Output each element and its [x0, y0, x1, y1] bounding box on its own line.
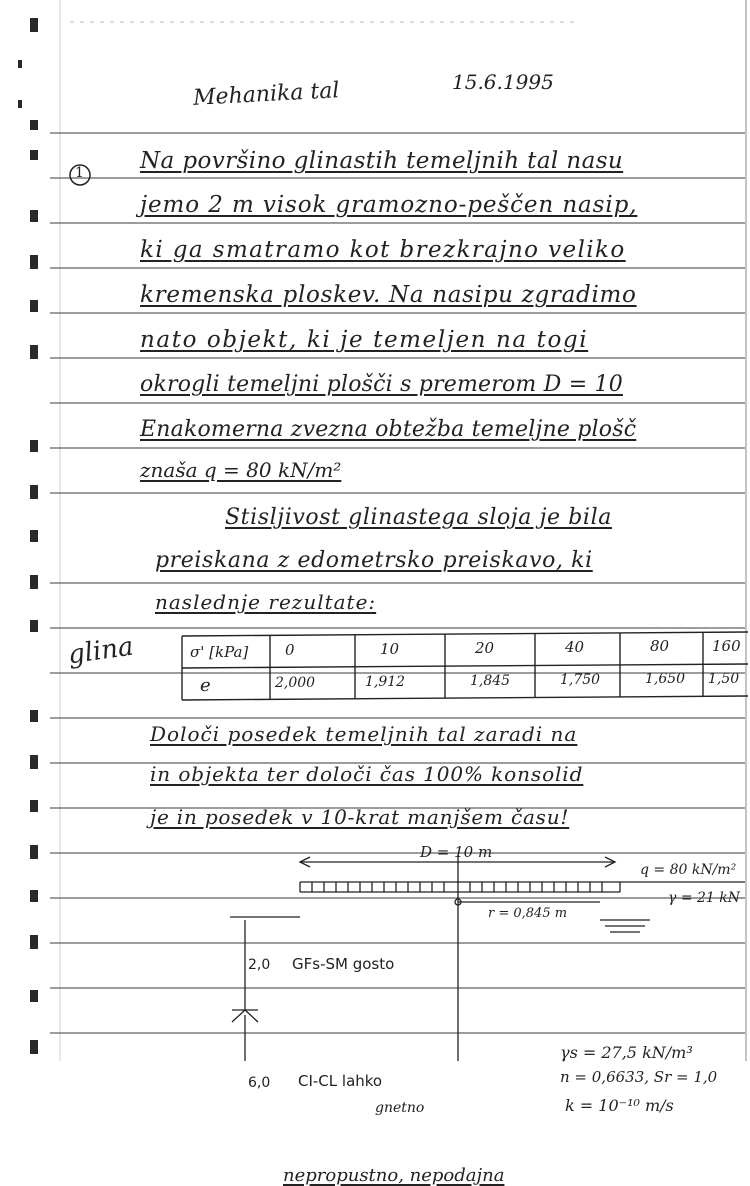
- sketch-r-label: r = 0,845 m: [488, 906, 568, 921]
- sketch-d-label: D = 10 m: [420, 843, 493, 861]
- problem-line-2: jemo 2 m visok gramozno-peščen nasip,: [140, 192, 638, 218]
- table-header-sigma: σ' [kPa]: [190, 643, 249, 661]
- sketch-gamma-label: γ = 21 kN: [668, 890, 740, 906]
- porosity-saturation: n = 0,6633, Sr = 1,0: [560, 1068, 718, 1086]
- para2-line-3: naslednje rezultate:: [155, 590, 377, 614]
- table-cell-e-10: 1,912: [365, 674, 406, 690]
- table-header-0: 0: [285, 641, 295, 659]
- layer2-name-2: gnetno: [375, 1100, 425, 1116]
- problem-line-8: znaša q = 80 kN/m²: [140, 458, 342, 482]
- base-label: nepropustno, nepodajna: [283, 1165, 505, 1186]
- layer1-depth: 2,0: [248, 957, 271, 973]
- page-date: 15.6.1995: [452, 70, 554, 94]
- layer1-name: GFs-SM gosto: [292, 955, 395, 973]
- problem-number: 1: [75, 165, 84, 181]
- problem-line-6: okrogli temeljni plošči s premerom D = 10: [140, 372, 623, 397]
- table-header-160: 160: [712, 637, 741, 655]
- problem-line-1: Na površino glinastih temeljnih tal nasu: [140, 148, 624, 174]
- para2-line-2: preiskana z edometrsko preiskavo, ki: [155, 548, 593, 573]
- table-header-20: 20: [475, 639, 495, 657]
- para3-line-3: je in posedek v 10-krat manjšem času!: [150, 805, 570, 829]
- problem-line-3: ki ga smatramo kot brezkrajno veliko: [140, 237, 626, 263]
- table-header-80: 80: [650, 637, 670, 655]
- layer2-depth: 6,0: [248, 1075, 271, 1091]
- table-cell-e-80: 1,650: [645, 671, 686, 687]
- para2-line-1: Stisljivost glinastega sloja je bila: [225, 505, 612, 530]
- problem-line-7: Enakomerna zvezna obtežba temeljne plošč: [140, 417, 637, 442]
- table-row-label-e: e: [200, 675, 211, 696]
- para3-line-1: Določi posedek temeljnih tal zaradi na: [150, 722, 578, 746]
- para3-line-2: in objekta ter določi čas 100% konsolid: [150, 762, 584, 786]
- problem-line-4: kremenska ploskev. Na nasipu zgradimo: [140, 282, 637, 308]
- problem-line-5: nato objekt, ki je temeljen na togi: [140, 327, 589, 353]
- table-header-10: 10: [380, 640, 400, 658]
- table-cell-e-20: 1,845: [470, 673, 511, 689]
- table-cell-e-0: 2,000: [275, 675, 316, 691]
- table-header-40: 40: [565, 638, 585, 656]
- sketch-q-label: q = 80 kN/m²: [640, 862, 737, 878]
- page-title: Mehanika tal: [192, 78, 341, 111]
- gamma-s: γs = 27,5 kN/m³: [560, 1043, 693, 1062]
- layer2-name: CI-CL lahko: [298, 1072, 383, 1090]
- permeability: k = 10⁻¹⁰ m/s: [565, 1096, 674, 1115]
- table-side-label: glina: [66, 631, 136, 671]
- table-cell-e-160: 1,50: [708, 671, 740, 687]
- table-cell-e-40: 1,750: [560, 672, 601, 688]
